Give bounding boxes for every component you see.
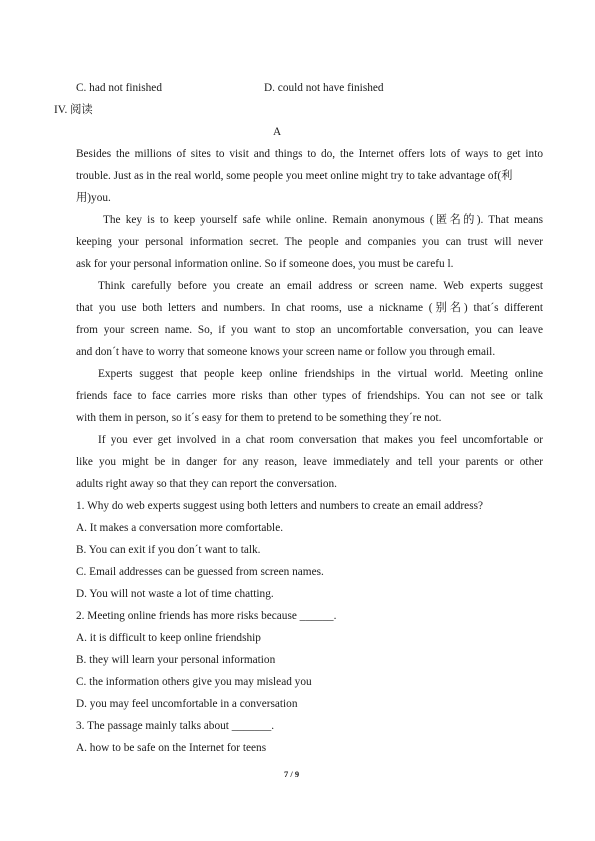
passage-line: Think carefully before you create an email address or screen name. Web experts suggest	[98, 280, 543, 292]
answer-option: C. Email addresses can be guessed from screen names.	[76, 566, 324, 578]
passage-line: trouble. Just as in the real world, some people you meet online might try to take advantage of(利	[76, 170, 513, 182]
question-stem: 2. Meeting online friends has more risks because ______.	[76, 610, 337, 622]
question-stem: 1. Why do web experts suggest using both letters and numbers to create an email address?	[76, 500, 483, 512]
answer-option: A. how to be safe on the Internet for teens	[76, 742, 267, 754]
passage-line: Experts suggest that people keep online friendships in the virtual world. Meeting online	[98, 368, 543, 380]
passage-line: The key is to keep yourself safe while online. Remain anonymous (匿名的). That means	[103, 214, 543, 226]
passage-line: ask for your personal information online. So if someone does, you must be carefu l.	[76, 258, 454, 270]
answer-option: B. You can exit if you don´t want to talk.	[76, 544, 261, 556]
passage-label: A	[273, 126, 282, 138]
passage-line: and don´t have to worry that someone knows your screen name or follow you through email.	[76, 346, 496, 358]
answer-option: A. it is difficult to keep online friendship	[76, 632, 261, 644]
answer-option: B. they will learn your personal information	[76, 654, 276, 666]
passage-line: like you might be in danger for any reason, leave immediately and tell your parents or other	[76, 456, 543, 468]
passage-line: Besides the millions of sites to visit and things to do, the Internet offers lots of ways to get into	[76, 148, 543, 160]
option-d-prev: D. could not have finished	[264, 82, 384, 94]
option-c-prev: C. had not finished	[76, 82, 162, 94]
answer-option: D. You will not waste a lot of time chatting.	[76, 588, 274, 600]
passage-line: from your screen name. So, if you want to stop an uncomfortable conversation, you can leave	[76, 324, 543, 336]
section-heading: IV. 阅读	[54, 104, 93, 116]
page-number: 7 / 9	[284, 769, 300, 779]
passage-line: with them in person, so it´s easy for them to pretend to be something they´re not.	[76, 412, 442, 424]
passage-line: adults right away so that they can report the conversation.	[76, 478, 338, 490]
passage-line: 用)you.	[76, 192, 111, 204]
passage-line: keeping your personal information secret. The people and companies you can trust will never	[76, 236, 543, 248]
question-stem: 3. The passage mainly talks about _______.	[76, 720, 275, 732]
passage-line: If you ever get involved in a chat room conversation that makes you feel uncomfortable or	[98, 434, 543, 446]
answer-option: C. the information others give you may mislead you	[76, 676, 312, 688]
passage-line: friends face to face carries more risks than other types of friendships. You can not see or talk	[76, 390, 543, 402]
answer-option: A. It makes a conversation more comfortable.	[76, 522, 284, 534]
passage-line: that you use both letters and numbers. In chat rooms, use a nickname (别名) that´s different	[76, 302, 543, 314]
answer-option: D. you may feel uncomfortable in a conversation	[76, 698, 298, 710]
